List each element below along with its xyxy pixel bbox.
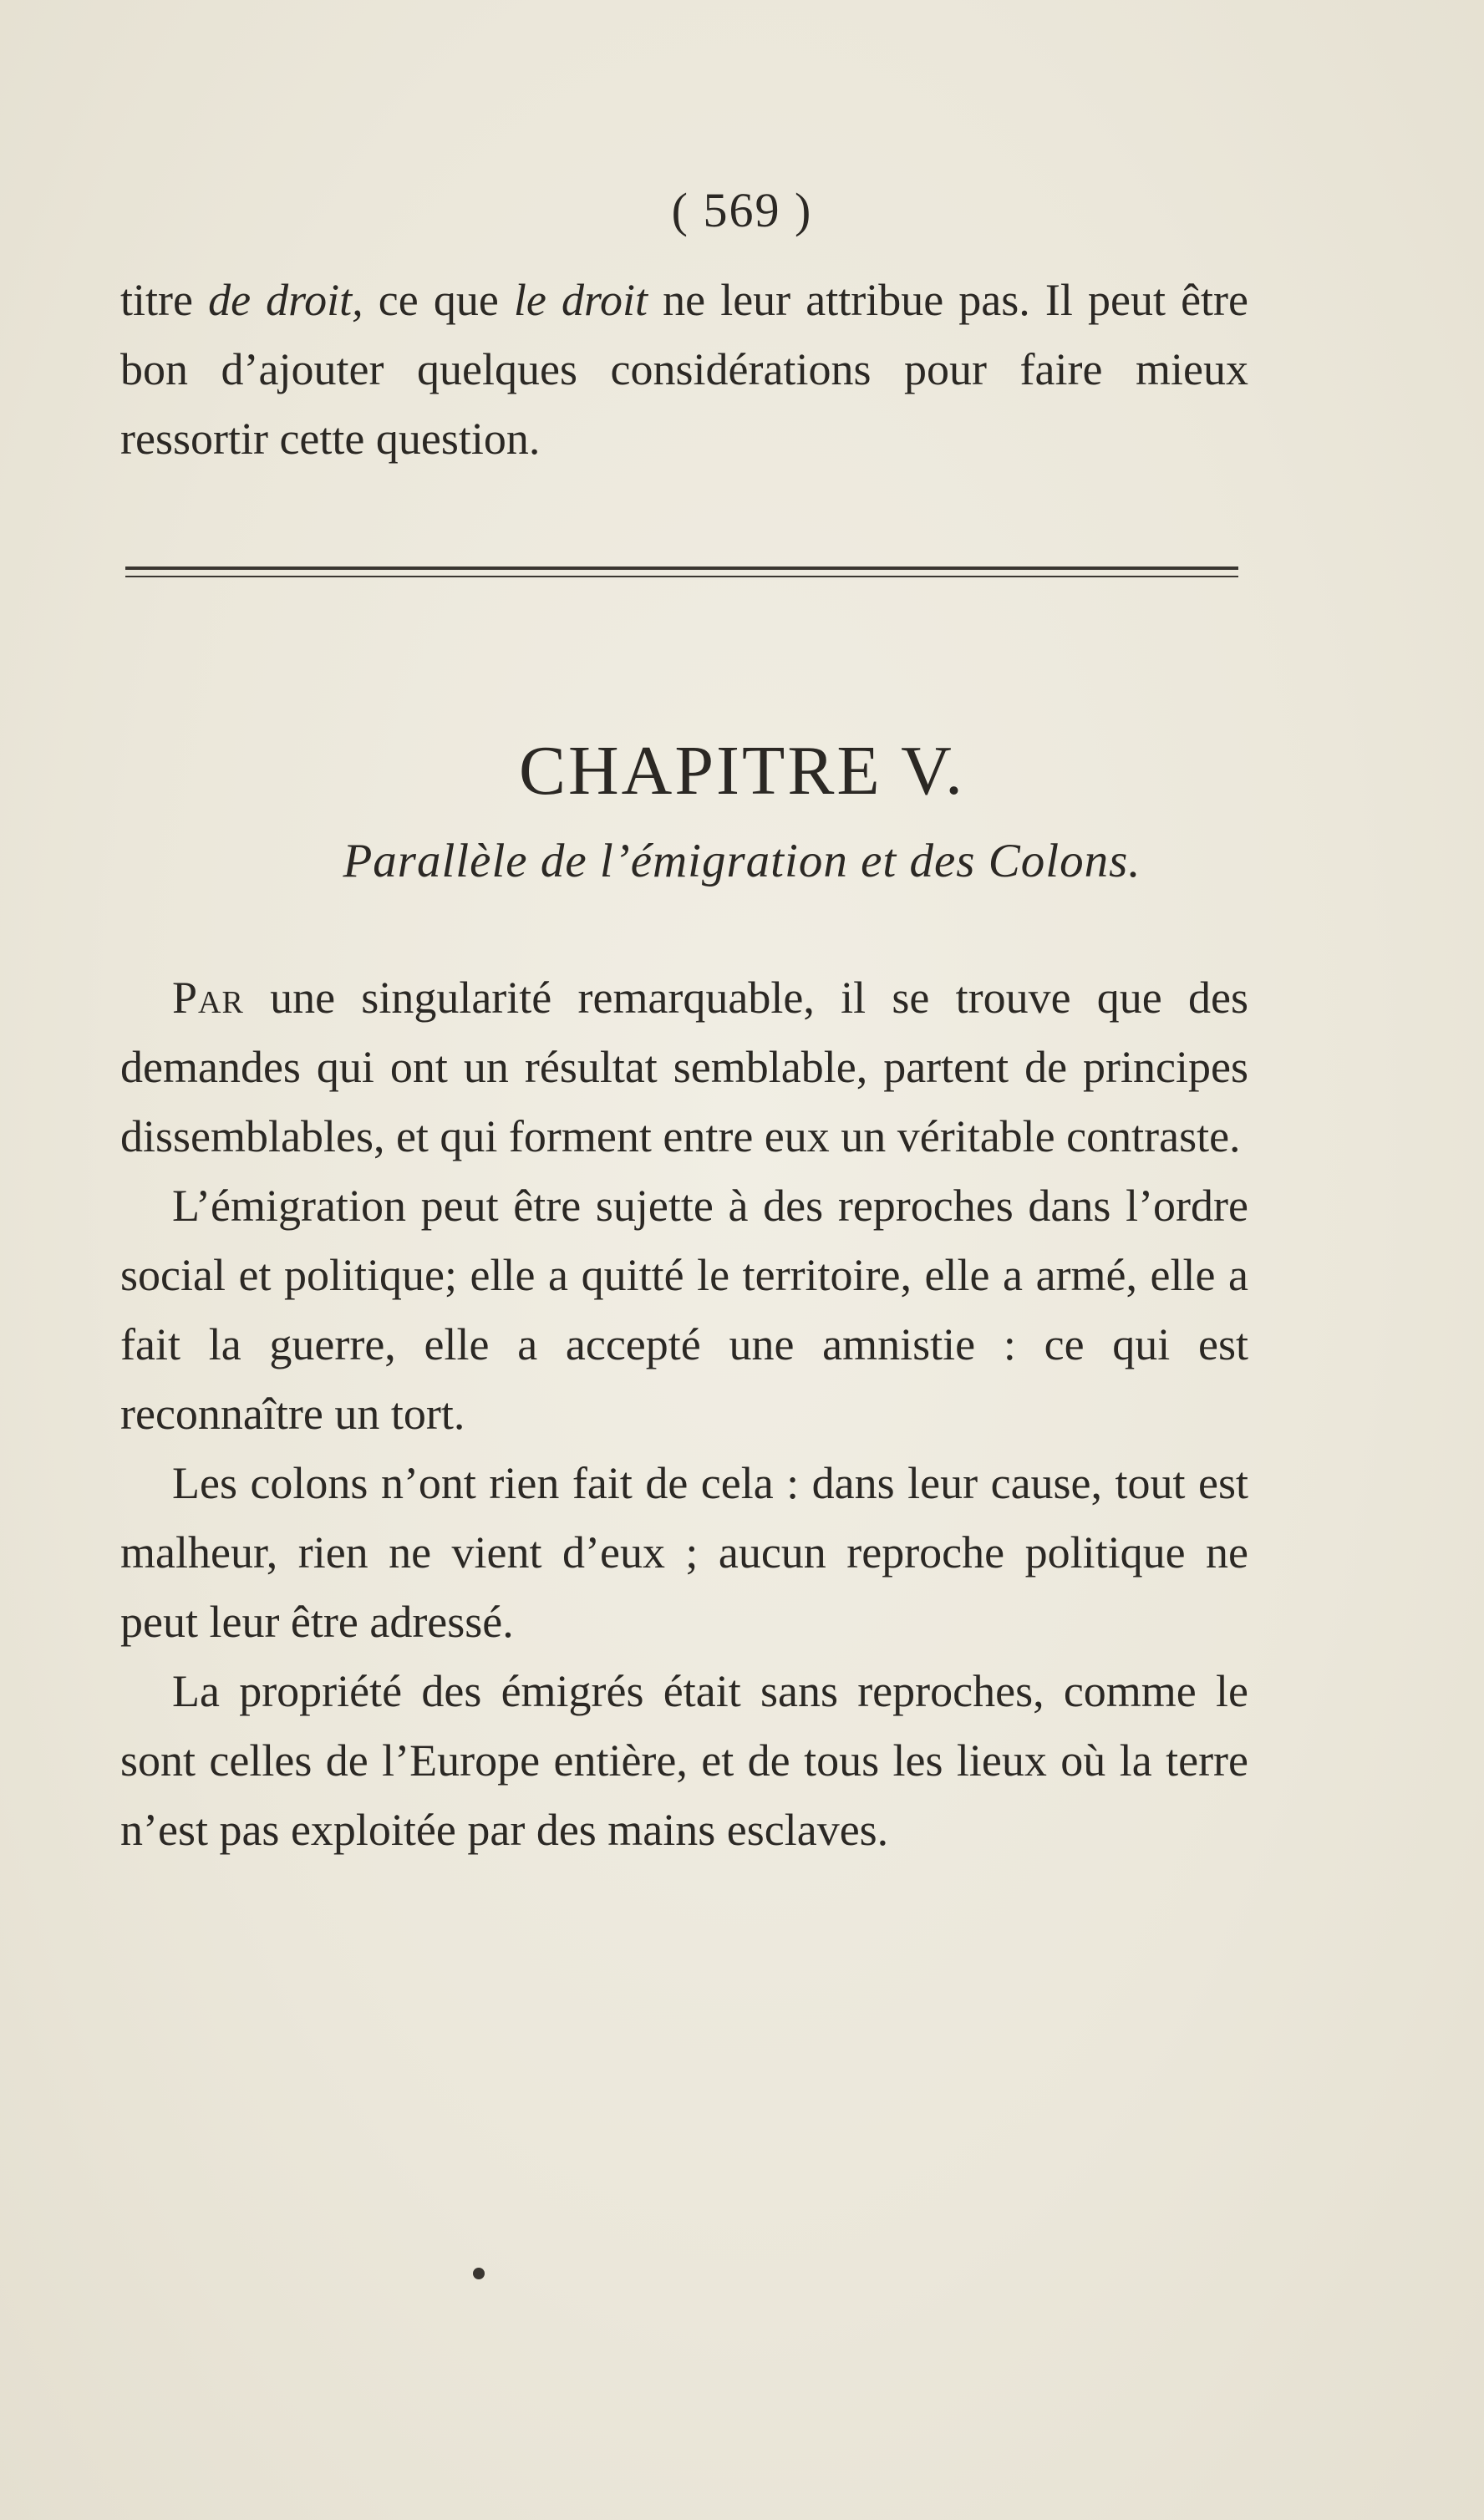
chapter-body	[120, 963, 1248, 1865]
body-paragraph	[120, 963, 1248, 1171]
intro-text-prefix: titre	[120, 275, 209, 325]
paragraph-text: une singularité remarquable, il se trouve que des demandes qui ont un résultat semblable, partent de principes dissemblables, et qui forment entre eux un véritable contraste.	[120, 973, 1248, 1161]
intro-text-rest: ne leur attribue pas. Il peut être bon d’ajouter quelques considérations pour faire mieux ressortir cette question.	[120, 275, 1248, 464]
chapter-subtitle: Parallèle de l’émigration et des Colons.	[343, 835, 1141, 887]
divider-thin-line	[125, 576, 1238, 577]
body-paragraph: L’émigration peut être sujette à des reproches dans l’ordre social et politique; elle a quitté le territoire, elle a armé, elle a fait la guerre, elle a accepté une amnistie : ce qui est reconnaître un tort.	[120, 1181, 1248, 1439]
intro-paragraph	[120, 266, 1248, 474]
chapter-title: CHAPITRE V.	[518, 732, 965, 810]
divider-thick-line	[125, 566, 1238, 570]
intro-text-middle: ce que	[363, 275, 514, 325]
body-paragraph: Les colons n’ont rien fait de cela : dans leur cause, tout est malheur, rien ne vient d’eux ; aucun reproche politique ne peut leur être adressé.	[120, 1458, 1248, 1647]
intro-italic-le-droit: le droit	[513, 275, 648, 325]
body-paragraph: La propriété des émigrés était sans reproches, comme le sont celles de l’Europe entière, et de tous les lieux où la terre n’est pas exploitée par des mains esclaves.	[120, 1666, 1248, 1855]
paragraph-lead-word: Par	[172, 973, 244, 1023]
section-divider	[125, 566, 1238, 580]
ink-speck	[473, 2268, 485, 2279]
page-number: ( 569 )	[671, 183, 813, 237]
intro-italic-de-droit: de droit,	[208, 275, 363, 325]
